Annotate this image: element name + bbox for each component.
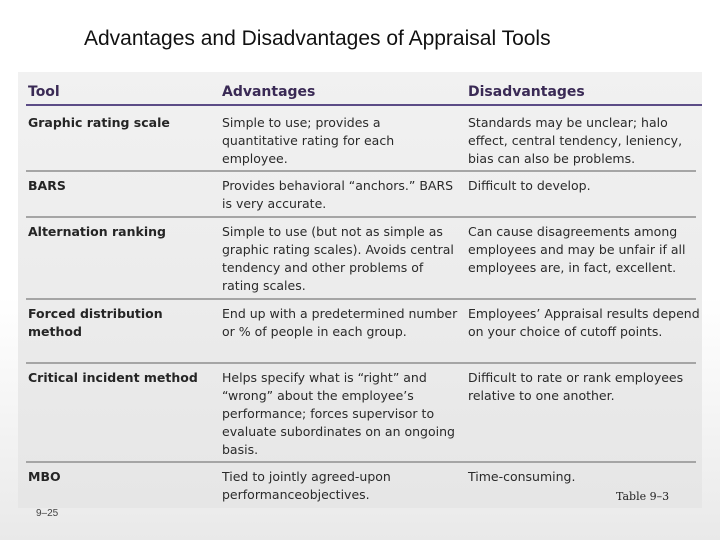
disadvantages-cell: Difficult to rate or rank employees relative to one another. (468, 370, 684, 403)
tool-cell: Forced distribution method (28, 306, 163, 339)
tool-cell: Alternation ranking (28, 224, 166, 239)
advantages-cell: Provides behavioral “anchors.” BARS is very accurate. (222, 178, 454, 211)
appraisal-tools-table (18, 72, 702, 508)
advantages-cell: Simple to use; provides a quantitative rating for each employee. (222, 115, 395, 166)
slide-title: Advantages and Disadvantages of Appraisal Tools (84, 27, 551, 50)
disadvantages-cell: Can cause disagreements among employees and may be unfair if all employees are, in fact, excellent. (468, 224, 686, 275)
advantages-cell: Simple to use (but not as simple as graphic rating scales). Avoids central tendency and other problems of rating scales. (222, 224, 454, 293)
page-number: 9–25 (36, 508, 59, 519)
column-header-advantages: Advantages (222, 84, 316, 100)
column-header-tool: Tool (28, 84, 60, 100)
disadvantages-cell: Time-consuming. (468, 469, 576, 484)
advantages-cell: Helps specify what is “right” and “wrong” about the employee’s performance; forces supervisor to evaluate subordinates on an ongoing basis. (222, 370, 455, 457)
row-divider (26, 461, 696, 463)
table-reference: Table 9–3 (616, 490, 670, 503)
tool-cell: MBO (28, 469, 61, 484)
advantages-cell: End up with a predetermined number or % of people in each group. (222, 306, 458, 339)
row-divider (26, 362, 696, 364)
row-divider (26, 216, 696, 218)
advantages-cell: Tied to jointly agreed-upon performanceobjectives. (222, 469, 391, 502)
tool-cell: Graphic rating scale (28, 115, 170, 130)
disadvantages-cell: Employees’ Appraisal results depend on your choice of cutoff points. (468, 306, 700, 339)
disadvantages-cell: Standards may be unclear; halo effect, central tendency, leniency, bias can also be problems. (468, 115, 683, 166)
tool-cell: BARS (28, 178, 66, 193)
disadvantages-cell: Difficult to develop. (468, 178, 591, 193)
tool-cell: Critical incident method (28, 370, 198, 385)
header-divider (26, 104, 702, 106)
row-divider (26, 298, 696, 300)
column-header-disadvantages: Disadvantages (468, 84, 585, 100)
row-divider (26, 170, 696, 172)
